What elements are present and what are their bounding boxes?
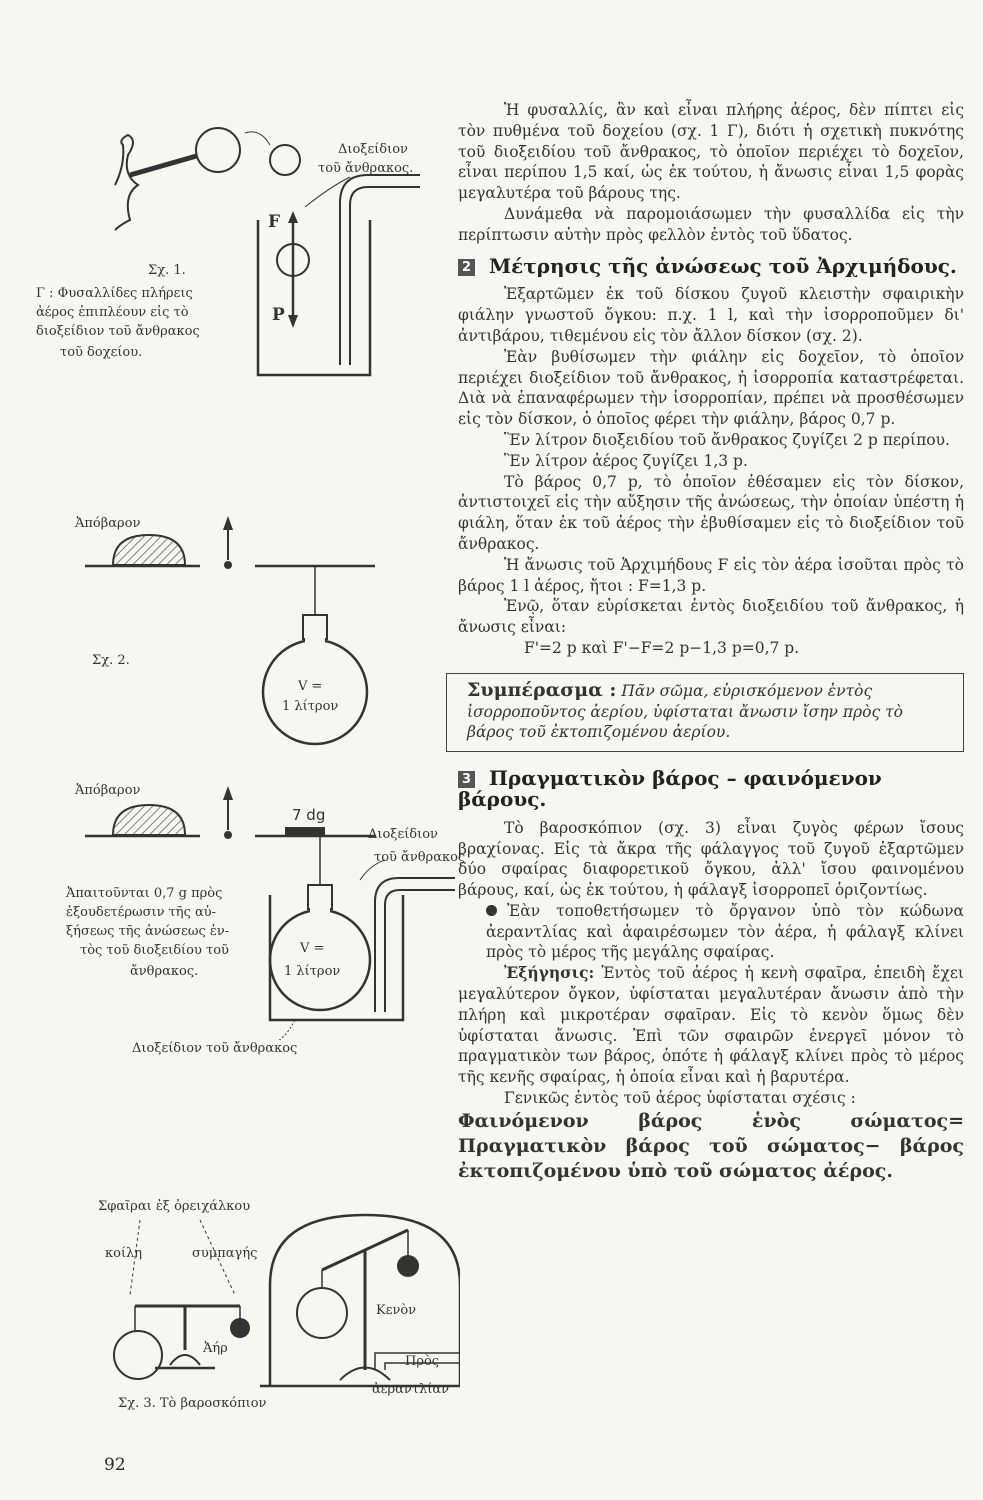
explanation-text: Ἐντὸς τοῦ ἀέρος ἡ κενὴ σφαῖρα, ἐπειδὴ ἔχει μεγαλύτερον ὄγκον, ὑφίσταται μεγαλυτέραν ἄνωσιν ἀπὸ τὴν πλήρη καὶ μικροτέραν σφαῖραν. Εἰς τὸ κενὸν ὅμως δὲν ὑφίσταται ἄνωσις. Ἐπὶ τῶν σφαιρῶν ἐνεργεῖ μόνον τὸ πραγματικὸν των βάρος, ὁπότε ἡ φάλαγξ κλίνει πρὸς τὸ μέρος τῆς κενῆς σφαίρας, ἡ ὁποία εἶναι καὶ ἡ βαρυτέρα.	[458, 964, 964, 1087]
main-text-column	[458, 100, 964, 1184]
fig1-caption-l3: διοξείδιον τοῦ ἄνθρακος	[36, 324, 200, 339]
co2-label-1: Διοξείδιον	[338, 142, 408, 157]
fig3-note-l3: ξήσεως τῆς ἀνώσεως ἐν-	[66, 924, 230, 939]
paragraph-bell-jar	[458, 901, 964, 963]
fig1-caption-num: Σχ. 1.	[148, 263, 186, 278]
paragraph-air-weight: Ἓν λίτρον ἀέρος ζυγίζει 1,3 p.	[504, 451, 748, 470]
fig1-caption-l2: ἀέρος ἐπιπλέουν εἰς τὸ	[36, 305, 189, 320]
fig1-caption-l1: Γ : Φυσαλλίδες πλήρεις	[36, 286, 193, 301]
paragraph-co2-weight: Ἓν λίτρον διοξειδίου τοῦ ἄνθρακος ζυγίζει 2 p περίπου.	[504, 430, 950, 449]
paragraph-increase: Τὸ βάρος 0,7 p, τὸ ὁποῖον ἐθέσαμεν εἰς τὸν δίσκον, ἀντιστοιχεῖ εἰς τὴν αὔξησιν τῆς ἀνώσεως, τὴν ὁποίαν ὑπέστη ἡ φιάλη, ὅταν ἐκ τοῦ ἀέρος τὴν ἐβυθίσαμεν εἰς τὸ διοξείδιον τοῦ ἄνθρακος.	[458, 472, 964, 553]
fig3-note-l2: ἐξουδετέρωσιν τῆς αὐ-	[66, 905, 217, 920]
fig4-air-label: Ἀήρ	[203, 1341, 228, 1356]
paragraph-formula-bold: Φαινόμενον βάρος ἑνὸς σώματος= Πραγματικὸν βάρος τοῦ σώματος− βάρος ἐκτοπιζομένου ὑπὸ τοῦ σώματος ἀέρος.	[458, 1109, 964, 1182]
fig4-title: Σφαῖραι ἐξ ὀρειχάλκου	[98, 1199, 251, 1214]
explanation-title: Ἐξήγησις:	[504, 963, 595, 983]
paragraph-bubble: Ἡ φυσαλλίς, ἂν καὶ εἶναι πλήρης ἀέρος, δὲν πίπτει εἰς τὸν πυθμένα τοῦ δοχείου (σχ. 1 Γ), διότι ἡ σχετικὴ πυκνότης τοῦ διοξειδίου τοῦ ἄνθρακος, τὸ ὁποῖον περιέχει τὸ δοχεῖον, εἶναι περίπου 1,5 καί, ὡς ἐκ τούτου, ἡ ἄνωσις εἶναι 1,5 φορὰς μεγαλυτέρα τοῦ βάρους της.	[458, 101, 964, 203]
paragraph-cork: Δυνάμεθα νὰ παρομοιάσωμεν τὴν φυσαλλίδα εἰς τὴν περίπτωσιν αὐτὴν πρὸς φελλὸν ἐντὸς τοῦ ὕδατος.	[458, 204, 964, 244]
paragraph-explanation	[458, 963, 964, 1088]
paragraph-bell-jar-text: Ἐὰν τοποθετήσωμεν τὸ ὄργανον ὑπὸ τὸν κώδωνα ἀεραντλίας καὶ ἀφαιρέσωμεν τὸν ἀέρα, ἡ φάλαγξ κλίνει πρὸς τὸ μέρος τῆς μεγάλης σφαίρας.	[486, 901, 964, 962]
figure-2-diagram	[85, 510, 385, 750]
fig3-weight-label: 7 dg	[292, 806, 326, 824]
conclusion-title: Συμπέρασμα :	[467, 678, 617, 701]
fig3-bottom-caption: Διοξείδιον τοῦ ἄνθρακος	[132, 1041, 298, 1056]
figure-1-diagram	[100, 115, 445, 385]
page-number: 92	[104, 1455, 126, 1475]
section-2-number: 2	[458, 259, 475, 276]
fig1-caption-l4: τοῦ δοχείου.	[60, 345, 143, 360]
fig3-volume-l1: V =	[300, 941, 325, 956]
fig4-to-l2: ἀεραντλίαν	[372, 1382, 450, 1397]
fig2-volume-l2: 1 λίτρον	[282, 699, 339, 714]
fig3-note-l4: τὸς τοῦ διοξειδίου τοῦ	[80, 943, 229, 958]
fig3-note-l1: Ἀπαιτοῦνται 0,7 g πρὸς	[66, 886, 223, 901]
fig3-tare-label: Ἀπόβαρον	[75, 783, 141, 798]
fig3-co2-l1: Διοξείδιον	[368, 827, 438, 842]
fig2-tare-label: Ἀπόβαρον	[75, 516, 141, 531]
fig2-caption: Σχ. 2.	[92, 653, 130, 668]
fig3-note-l5: ἄνθρακος.	[130, 964, 199, 979]
paragraph-buoyancy-co2: Ἐνῷ, ὅταν εὑρίσκεται ἐντὸς διοξειδίου τοῦ ἄνθρακος, ἡ ἄνωσις εἶναι:	[458, 597, 964, 637]
bullet-dot	[486, 905, 497, 916]
fig3-volume-l2: 1 λίτρον	[284, 964, 341, 979]
conclusion-box	[446, 673, 964, 752]
paragraph-baroscope: Τὸ βαροσκόπιον (σχ. 3) εἶναι ζυγὸς φέρων ἴσους βραχίονας. Εἰς τὰ ἄκρα τῆς φάλαγγος τοῦ ζυγοῦ ἐξαρτῶμεν δύο σφαίρας διαφορετικοῦ ὄγκου, ἀλλ' ἴσου φαινομένου βάρους, καί, ὡς ἐκ τούτου, ἡ φάλαγξ ἰσορροπεῖ ὁριζοντίως.	[458, 818, 964, 900]
section-3-title: Πραγματικὸν βάρος – φαινόμενον βάρους.	[458, 766, 882, 811]
section-2-title: Μέτρησις τῆς ἀνώσεως τοῦ Ἀρχιμήδους.	[489, 253, 957, 278]
co2-label-2: τοῦ ἄνθρακος.	[318, 161, 414, 176]
fig2-volume-l1: V =	[298, 679, 323, 694]
fig4-to-l1: Πρὸς	[405, 1354, 440, 1369]
paragraph-general: Γενικῶς ἐντὸς τοῦ ἀέρος ὑφίσταται σχέσις :	[504, 1089, 856, 1108]
fig4-vacuum-label: Κενὸν	[376, 1303, 417, 1318]
section-2-heading	[458, 253, 964, 278]
paragraph-immerse: Ἐὰν βυθίσωμεν τὴν φιάλην εἰς δοχεῖον, τὸ ὁποῖον περιέχει διοξείδιον τοῦ ἄνθρακος, ἡ ἰσορροπία καταστρέφεται. Διὰ νὰ ἐπαναφέρωμεν τὴν ἰσορροπίαν, πρέπει νὰ προσθέσωμεν εἰς τὸν δίσκον, ὁ ὁποῖος φέρει τὴν φιάλην, βάρος 0,7 p.	[458, 347, 964, 429]
section-3-number: 3	[458, 771, 475, 788]
paragraph-buoyancy-air: Ἡ ἄνωσις τοῦ Ἀρχιμήδους F εἰς τὸν ἀέρα ἰσοῦται πρὸς τὸ βάρος 1 l ἀέρος, ἤτοι : F=1,3 p.	[458, 555, 964, 595]
formula-line: F'=2 p καὶ F'−F=2 p−1,3 p=0,7 p.	[524, 638, 800, 657]
force-f-label: F	[268, 212, 281, 232]
fig3-co2-l2: τοῦ ἄνθρακος	[374, 850, 466, 865]
paragraph-flask: Ἐξαρτῶμεν ἐκ τοῦ δίσκου ζυγοῦ κλειστὴν σφαιρικὴν φιάλην γνωστοῦ ὄγκου: π.χ. 1 l, καὶ τὴν ἰσορροποῦμεν δι' ἀντιβάρου, τιθεμένου εἰς τὸν ἄλλον δίσκον (σχ. 2).	[458, 285, 964, 345]
fig4-hollow-label: κοίλη	[105, 1246, 143, 1261]
fig4-caption: Σχ. 3. Τὸ βαροσκόπιον	[118, 1396, 267, 1411]
force-p-label: P	[272, 305, 285, 325]
section-3-heading	[458, 768, 964, 810]
conclusion-text: Πᾶν σῶμα, εὑρισκόμενον ἐντὸς ἰσορροποῦντος ἀερίου, ὑφίσταται ἄνωσιν ἴσην πρὸς τὸ βάρος τοῦ ἐκτοπιζομένου ἀερίου.	[467, 681, 904, 742]
fig4-solid-label: συμπαγής	[192, 1246, 258, 1261]
